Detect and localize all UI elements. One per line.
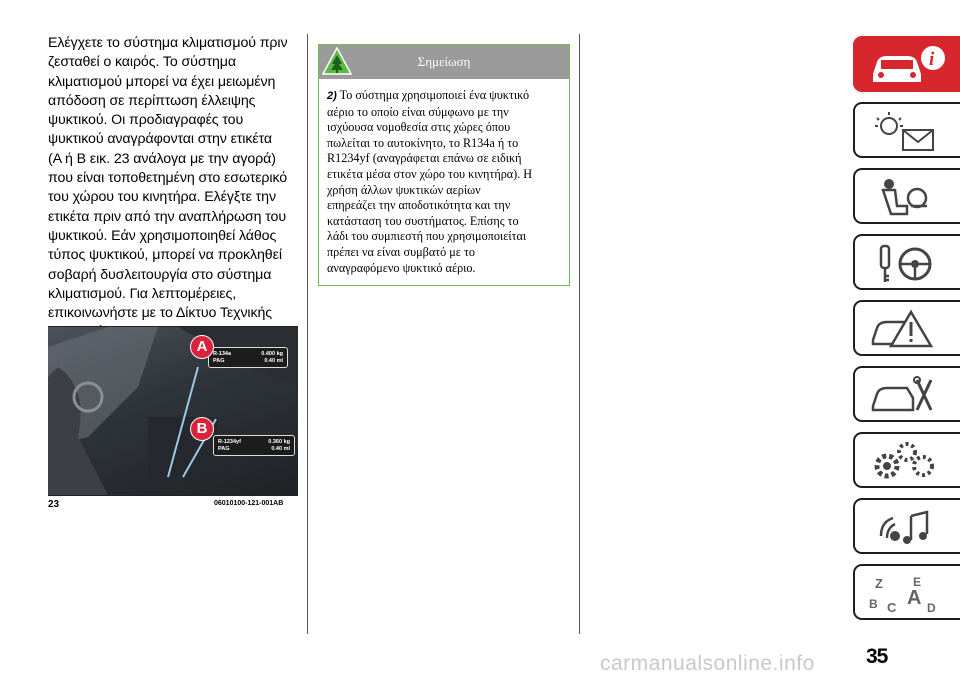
tab-warning-lights[interactable] [853,102,960,158]
seat-airbag-icon [867,176,947,220]
svg-text:A: A [907,587,922,609]
svg-text:D: D [927,601,936,615]
note-line: χρήση άλλων ψυκτικών αερίων [327,182,481,197]
text-line: ψυκτικού. Εάν χρησιμοποιηθεί λάθος [48,227,277,244]
note-line: επηρεάζει την αποδοτικότητα και την [327,198,511,213]
page-number: 35 [866,645,888,668]
svg-text:E: E [913,575,922,589]
tab-technical-data[interactable] [853,432,960,488]
note-number: 2) [327,90,337,102]
multimedia-music-icon [867,506,947,550]
note-line: Το σύστημα χρησιμοποιεί ένα ψυκτικό [339,88,530,102]
text-line: ζεσταθεί ο καιρός. Το σύστημα [48,54,236,71]
note-line: R1234yf (αναγράφεται επάνω σε ειδική [327,151,522,166]
label-b-gas-qty: 0.360 kg [268,439,290,445]
column-divider [307,34,308,634]
watermark: carmanualsonline.info [600,652,815,675]
note-box [318,44,570,286]
maintenance-tools-icon [867,374,947,418]
text-line: τύπος ψυκτικού, μπορεί να προκληθεί [48,247,282,264]
figure-number: 23 [48,499,60,510]
note-line: κατάσταση του συστήματος. Επίσης το [327,213,519,228]
tab-safety[interactable] [853,168,960,224]
text-line: ετικέτα πριν από την αναπλήρωση του [48,208,287,225]
label-a-oil: PAG [213,358,225,364]
callout-tag-a: A [190,335,214,359]
label-a-oil-qty: 0.40 ml [264,358,283,364]
tab-multimedia[interactable] [853,498,960,554]
key-steering-wheel-icon [867,242,947,286]
refrigerant-label-a [208,347,288,368]
note-line: πρέπει να είναι συμβατό με το [327,244,475,259]
tab-index[interactable] [853,564,960,620]
label-a-gas: R-134a [213,351,232,357]
svg-text:C: C [887,600,897,615]
note-body [319,79,569,276]
figure-code: 06010100-121-001AB [214,500,284,507]
technical-gears-icon [867,440,947,484]
callout-tag-b: B [190,417,214,441]
tab-car-info[interactable] [853,36,960,92]
note-line: αέριο το οποίο είναι σύμφωνο με την [327,104,509,119]
text-line: Ελέγχετε το σύστημα κλιματισμού πριν [48,35,288,51]
engine-bay-figure [48,326,298,496]
note-line: πωλείται το αυτοκίνητο, το R134a ή το [327,135,519,150]
column-divider-right [579,34,580,634]
svg-text:B: B [869,597,878,611]
tab-maintenance[interactable] [853,366,960,422]
text-line: που είναι τοποθετημένη στο εσωτερικό [48,170,288,187]
label-b-oil: PAG [218,446,230,452]
text-line: ψυκτικού αναγράφονται στην ετικέτα [48,131,272,148]
main-text-column [48,34,300,343]
text-line: κλιματισμού μπορεί να έχει μειωμένη [48,73,276,90]
car-info-icon [867,44,947,88]
svg-text:i: i [929,49,935,70]
note-line: ισχύουσα νομοθεσία στις χώρες όπου [327,120,511,135]
tab-emergency[interactable] [853,300,960,356]
text-line: απόδοση σε περίπτωση έλλειψης [48,92,256,109]
refrigerant-paragraph [48,34,300,343]
svg-text:Z: Z [875,576,883,591]
text-line: σοβαρή δυσλειτουργία στο σύστημα [48,266,272,283]
tab-starting-driving[interactable] [853,234,960,290]
breakdown-triangle-icon [867,308,947,352]
label-a-gas-qty: 0.400 kg [261,351,283,357]
note-line: ετικέτα μέσα στον χώρο του κινητήρα). Η [327,166,533,181]
text-line: ψυκτικού. Οι προδιαγραφές του [48,112,244,129]
warning-lights-envelope-icon [867,110,947,154]
label-b-gas: R-1234yf [218,439,241,445]
note-header [319,45,569,79]
note-title: Σημείωση [417,54,471,69]
label-b-oil-qty: 0.40 ml [271,446,290,452]
note-line: αναγραφόμενο ψυκτικό αέριο. [327,260,476,275]
alphabetical-index-icon [867,572,947,616]
text-line: επικοινωνήστε με το Δίκτυο Τεχνικής [48,305,273,322]
text-line: (A ή B εικ. 23 ανάλογα με την αγορά) [48,150,276,167]
note-line: λάδι του συμπιεστή που χρησιμοποιείται [327,229,527,244]
text-line: κλιματισμού. Για λεπτομέρειες, [48,285,237,302]
text-line: του χώρου του κινητήρα. Ελέγξτε την [48,189,276,206]
refrigerant-label-b [213,435,295,456]
